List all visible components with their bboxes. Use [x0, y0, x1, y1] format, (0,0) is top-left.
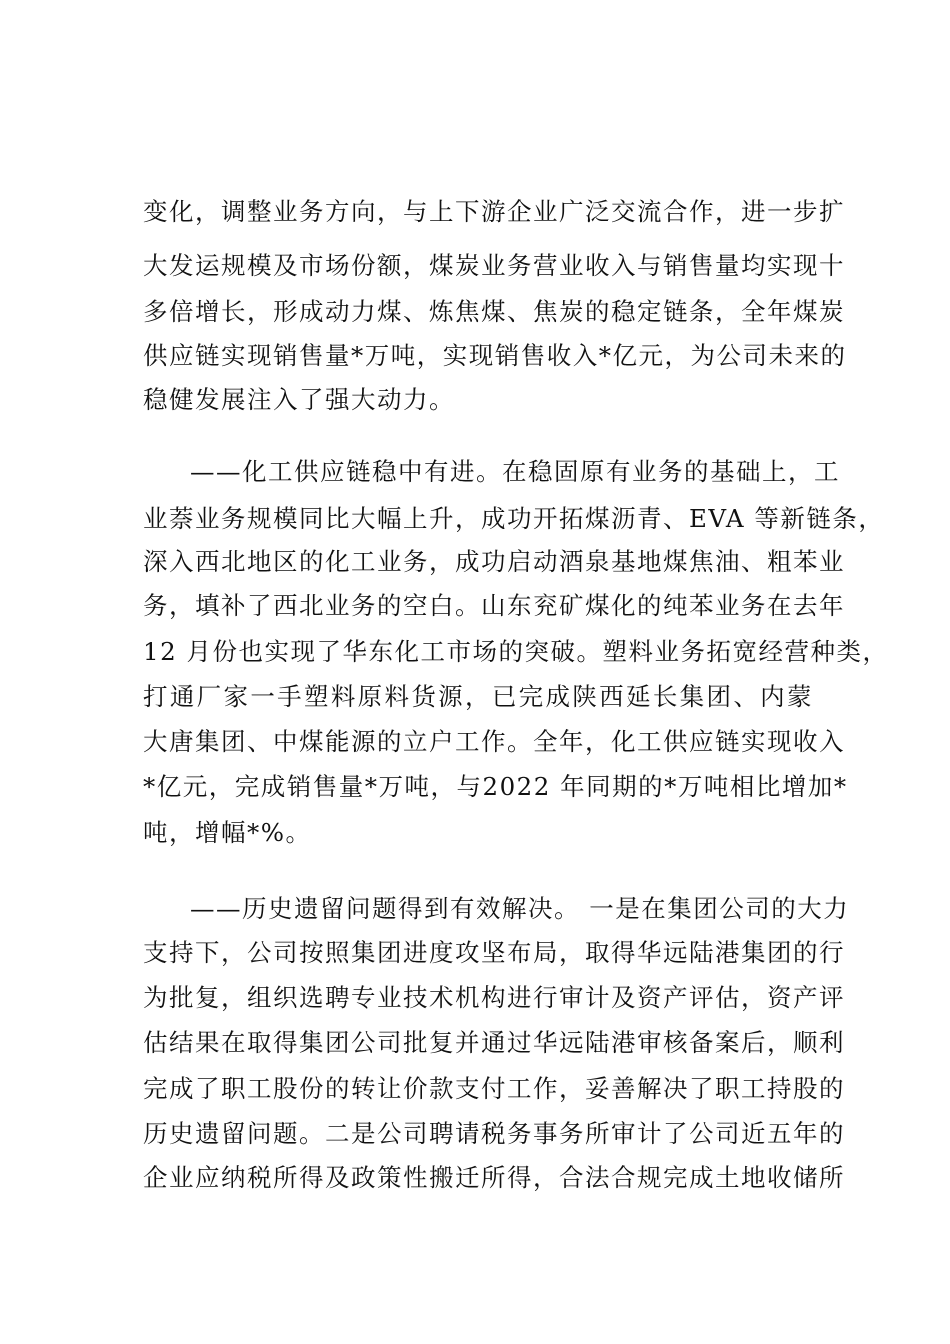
text-line: 12 月份也实现了华东化工市场的突破。塑料业务拓宽经营种类，	[143, 637, 889, 666]
text-line: 历史遗留问题。二是公司聘请税务事务所审计了公司近五年的	[143, 1119, 845, 1148]
text-line: 变化，调整业务方向，与上下游企业广泛交流合作，进一步扩	[143, 197, 845, 226]
text-line: 深入西北地区的化工业务，成功启动酒泉基地煤焦油、粗苯业	[143, 547, 845, 576]
text-line: *亿元，完成销售量*万吨，与2022 年同期的*万吨相比增加*	[143, 772, 848, 801]
text-line: ——化工供应链稳中有进。在稳固原有业务的基础上，工	[190, 457, 840, 486]
text-line: 大唐集团、中煤能源的立户工作。全年，化工供应链实现收入	[143, 727, 845, 756]
text-line: 支持下，公司按照集团进度攻坚布局，取得华远陆港集团的行	[143, 938, 845, 967]
text-line: 完成了职工股份的转让价款支付工作，妥善解决了职工持股的	[143, 1074, 845, 1103]
text-line: 为批复，组织选聘专业技术机构进行审计及资产评估，资产评	[143, 983, 845, 1012]
text-line: 估结果在取得集团公司批复并通过华远陆港审核备案后，顺利	[143, 1028, 845, 1057]
text-line: ——历史遗留问题得到有效解决。 一是在集团公司的大力	[190, 894, 850, 923]
text-line: 企业应纳税所得及政策性搬迁所得，合法合规完成土地收储所	[143, 1163, 845, 1192]
text-line: 业萘业务规模同比大幅上升，成功开拓煤沥青、EVA 等新链条，	[143, 504, 885, 533]
text-line: 供应链实现销售量*万吨，实现销售收入*亿元，为公司未来的	[143, 341, 847, 370]
text-line: 稳健发展注入了强大动力。	[143, 385, 455, 414]
text-line: 打通厂家一手塑料原料货源，已完成陕西延长集团、内蒙	[143, 682, 813, 711]
text-line: 吨，增幅*%。	[143, 818, 312, 847]
text-line: 务，填补了西北业务的空白。山东兖矿煤化的纯苯业务在去年	[143, 591, 845, 620]
text-line: 大发运规模及市场份额，煤炭业务营业收入与销售量均实现十	[143, 251, 845, 280]
text-line: 多倍增长，形成动力煤、炼焦煤、焦炭的稳定链条，全年煤炭	[143, 297, 845, 326]
